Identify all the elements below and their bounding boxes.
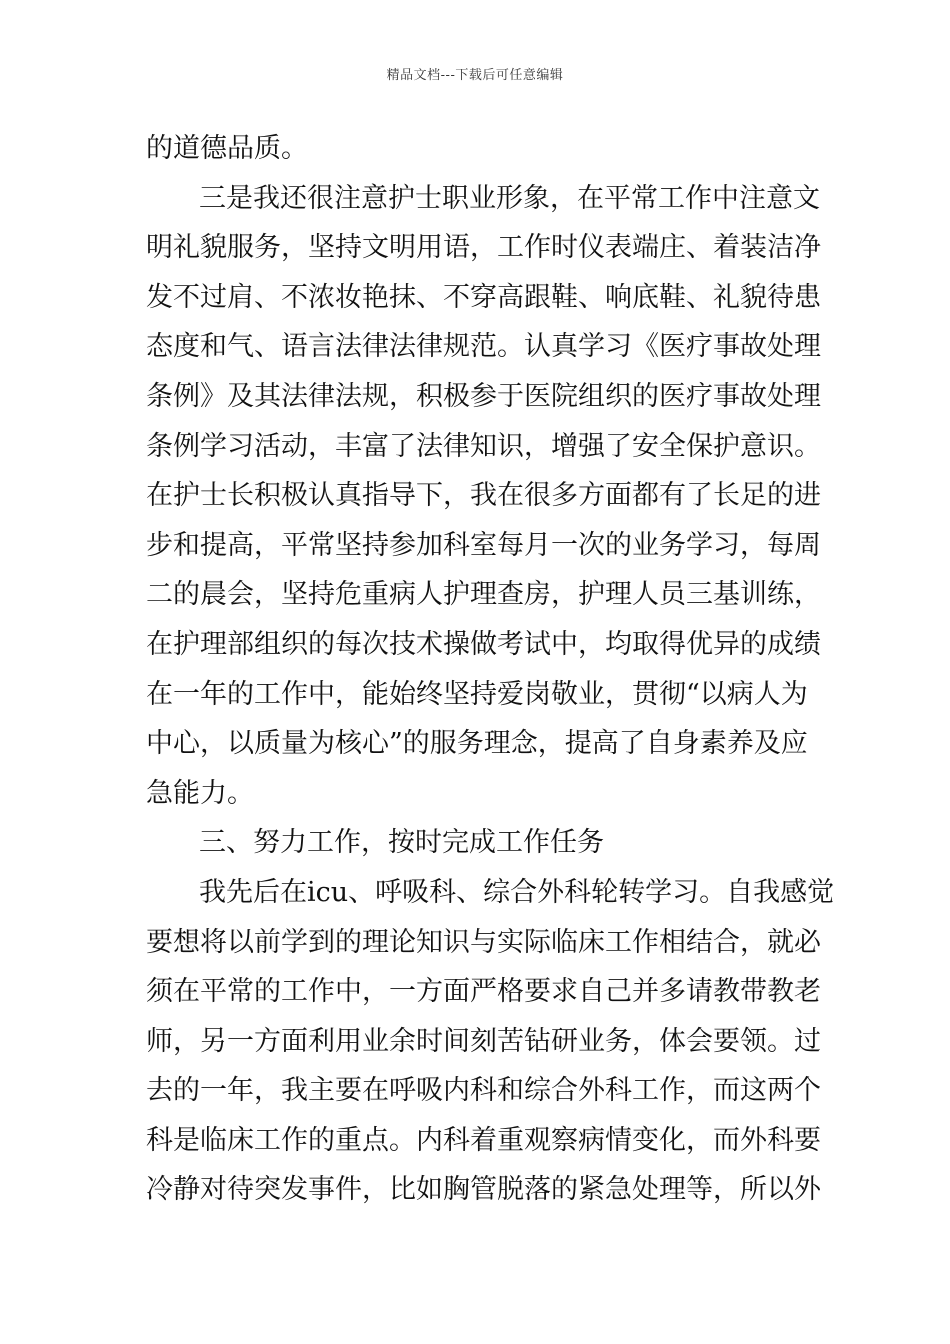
text-line: 在护理部组织的每次技术操做考试中，均取得优异的成绩 (146, 628, 821, 660)
text-line: 明礼貌服务，坚持文明用语，工作时仪表端庄、着装洁净 (146, 232, 821, 264)
text-line: 我先后在icu、呼吸科、综合外科轮转学习。自我感觉 (199, 876, 835, 908)
page-header: 精品文档---下载后可任意编辑 (386, 68, 564, 83)
text-line: 在一年的工作中，能始终坚持爱岗敬业，贯彻“以病人为 (146, 678, 808, 710)
text-line: 的道德品质。 (146, 133, 308, 164)
text-line: 二的晨会，坚持危重病人护理查房，护理人员三基训练， (146, 579, 821, 611)
text-line: 须在平常的工作中，一方面严格要求自己并多请教带教老 (146, 976, 821, 1008)
text-line: 态度和气、语言法律法律规范。认真学习《医疗事故处理 (146, 331, 821, 363)
text-line: 在护士长积极认真指导下，我在很多方面都有了长足的进 (146, 480, 821, 512)
text-line: 师，另一方面利用业余时间刻苦钻研业务，体会要领。过 (146, 1025, 821, 1057)
text-line: 条例学习活动，丰富了法律知识，增强了安全保护意识。 (146, 430, 821, 462)
text-line: 三是我还很注意护士职业形象，在平常工作中注意文 (199, 182, 820, 214)
text-line: 要想将以前学到的理论知识与实际临床工作相结合，就必 (146, 926, 821, 958)
text-line: 去的一年，我主要在呼吸内科和综合外科工作，而这两个 (146, 1075, 821, 1107)
text-line: 步和提高，平常坚持参加科室每月一次的业务学习，每周 (146, 529, 821, 561)
text-line: 条例》及其法律法规，积极参于医院组织的医疗事故处理 (146, 380, 821, 412)
text-line: 冷静对待突发事件，比如胸管脱落的紧急处理等，所以外 (146, 1174, 821, 1206)
document-body (146, 124, 835, 1215)
section-heading: 三、努力工作，按时完成工作任务 (199, 827, 604, 859)
text-line: 发不过肩、不浓妆艳抹、不穿高跟鞋、响底鞋、礼貌待患 (146, 281, 821, 313)
text-line: 中心，以质量为核心”的服务理念，提高了自身素养及应 (146, 728, 808, 760)
text-line: 科是临床工作的重点。内科着重观察病情变化，而外科要 (146, 1124, 821, 1156)
text-line: 急能力。 (146, 777, 254, 809)
